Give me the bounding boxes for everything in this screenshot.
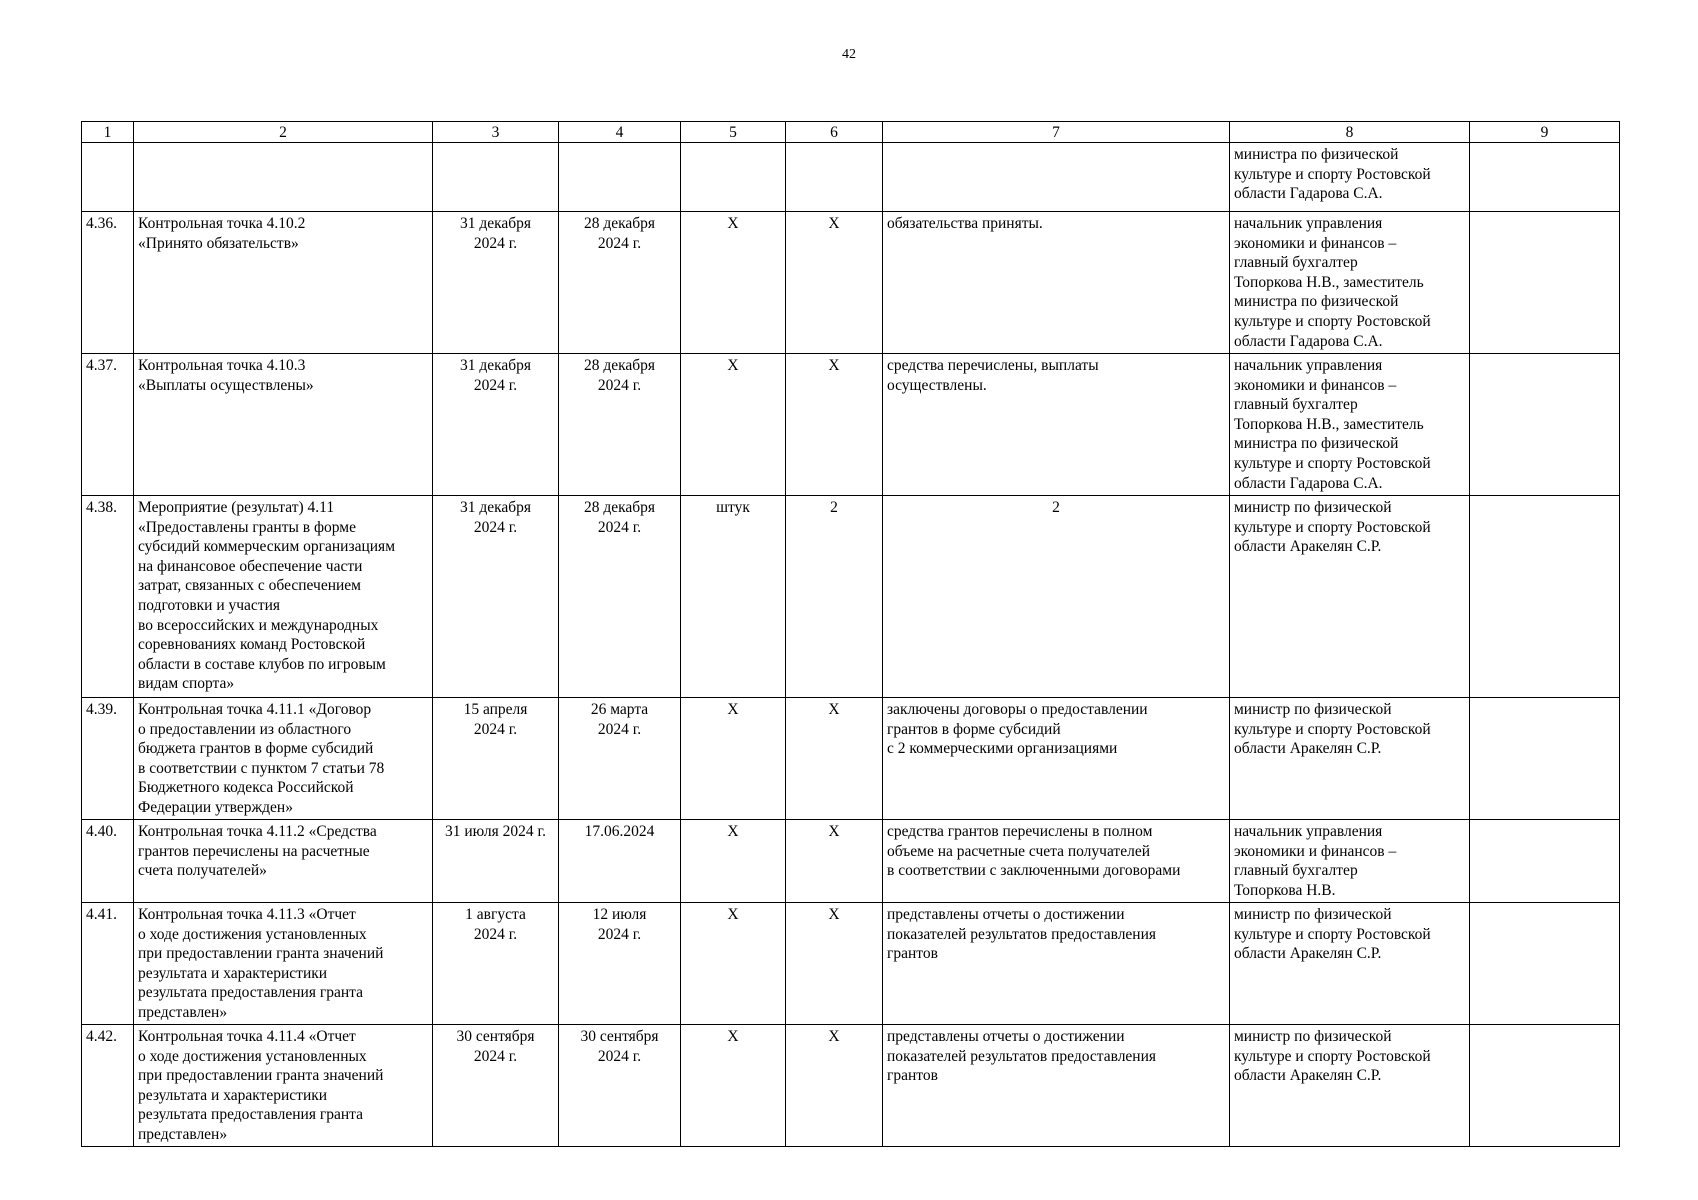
table-row [82, 1025, 1620, 1147]
result-info-cell: обязательства приняты. [883, 212, 1230, 354]
column-header-1: 1 [82, 122, 134, 143]
planned-date-cell: 31 декабря 2024 г. [433, 354, 559, 496]
column-header-3: 3 [433, 122, 559, 143]
unit-cell: X [681, 354, 786, 496]
notes-cell [1470, 903, 1620, 1025]
actual-date-cell: 28 декабря 2024 г. [559, 496, 681, 698]
responsible-person-cell: начальник управления экономики и финансов – главный бухгалтер Топоркова Н.В., заместитель министра по физической культуре и спорту Ростовской области Гадарова С.А. [1230, 354, 1470, 496]
notes-cell [1470, 698, 1620, 820]
column-header-5: 5 [681, 122, 786, 143]
unit-cell: X [681, 820, 786, 903]
result-info-cell [883, 143, 1230, 212]
planned-date-cell: 31 июля 2024 г. [433, 820, 559, 903]
column-header-4: 4 [559, 122, 681, 143]
table-row [82, 903, 1620, 1025]
result-info-cell: заключены договоры о предоставлении грантов в форме субсидий с 2 коммерческими организациями [883, 698, 1230, 820]
responsible-person-cell: начальник управления экономики и финансов – главный бухгалтер Топоркова Н.В., заместитель министра по физической культуре и спорту Ростовской области Гадарова С.А. [1230, 212, 1470, 354]
unit-cell: X [681, 903, 786, 1025]
row-number-cell: 4.40. [82, 820, 134, 903]
responsible-person-cell: министр по физической культуре и спорту Ростовской области Аракелян С.Р. [1230, 903, 1470, 1025]
actual-date-cell: 28 декабря 2024 г. [559, 354, 681, 496]
column-header-7: 7 [883, 122, 1230, 143]
notes-cell [1470, 1025, 1620, 1147]
notes-cell [1470, 354, 1620, 496]
table-row [82, 212, 1620, 354]
event-name-cell: Мероприятие (результат) 4.11 «Предоставлены гранты в форме субсидий коммерческим организациям на финансовое обеспечение части затрат, связанных с обеспечением подготовки и участия во всероссийских и международных соревнованиях команд Ростовской области в составе клубов по игровым видам спорта» [134, 496, 433, 698]
column-header-8: 8 [1230, 122, 1470, 143]
row-number-cell: 4.36. [82, 212, 134, 354]
table-row [82, 354, 1620, 496]
planned-date-cell: 31 декабря 2024 г. [433, 496, 559, 698]
result-info-cell: средства перечислены, выплаты осуществлены. [883, 354, 1230, 496]
page-number: 42 [842, 47, 856, 62]
actual-date-cell: 26 марта 2024 г. [559, 698, 681, 820]
notes-cell [1470, 496, 1620, 698]
actual-date-cell: 17.06.2024 [559, 820, 681, 903]
event-name-cell: Контрольная точка 4.10.2 «Принято обязательств» [134, 212, 433, 354]
result-info-cell: 2 [883, 496, 1230, 698]
event-name-cell: Контрольная точка 4.10.3 «Выплаты осуществлены» [134, 354, 433, 496]
actual-date-cell: 12 июля 2024 г. [559, 903, 681, 1025]
column-header-2: 2 [134, 122, 433, 143]
row-number-cell [82, 143, 134, 212]
table-row [82, 143, 1620, 212]
actual-date-cell: 28 декабря 2024 г. [559, 212, 681, 354]
value-cell: X [786, 698, 883, 820]
planned-date-cell: 30 сентября 2024 г. [433, 1025, 559, 1147]
column-header-6: 6 [786, 122, 883, 143]
value-cell: 2 [786, 496, 883, 698]
event-name-cell: Контрольная точка 4.11.2 «Средства грантов перечислены на расчетные счета получателей» [134, 820, 433, 903]
actual-date-cell: 30 сентября 2024 г. [559, 1025, 681, 1147]
table-row [82, 496, 1620, 698]
responsible-person-cell: министра по физической культуре и спорту Ростовской области Гадарова С.А. [1230, 143, 1470, 212]
result-info-cell: представлены отчеты о достижении показателей результатов предоставления грантов [883, 903, 1230, 1025]
notes-cell [1470, 212, 1620, 354]
table-row [82, 820, 1620, 903]
unit-cell: X [681, 212, 786, 354]
value-cell: X [786, 1025, 883, 1147]
result-info-cell: представлены отчеты о достижении показателей результатов предоставления грантов [883, 1025, 1230, 1147]
value-cell [786, 143, 883, 212]
responsible-person-cell: министр по физической культуре и спорту Ростовской области Аракелян С.Р. [1230, 1025, 1470, 1147]
actual-date-cell [559, 143, 681, 212]
header-row [82, 122, 1620, 143]
row-number-cell: 4.39. [82, 698, 134, 820]
notes-cell [1470, 820, 1620, 903]
value-cell: X [786, 820, 883, 903]
responsible-person-cell: начальник управления экономики и финансов – главный бухгалтер Топоркова Н.В. [1230, 820, 1470, 903]
row-number-cell: 4.41. [82, 903, 134, 1025]
column-header-9: 9 [1470, 122, 1620, 143]
unit-cell: X [681, 698, 786, 820]
planned-date-cell: 15 апреля 2024 г. [433, 698, 559, 820]
planned-date-cell [433, 143, 559, 212]
report-table [81, 121, 1620, 1147]
table-body [82, 143, 1620, 1147]
table-row [82, 698, 1620, 820]
value-cell: X [786, 354, 883, 496]
unit-cell: X [681, 1025, 786, 1147]
event-name-cell: Контрольная точка 4.11.1 «Договор о предоставлении из областного бюджета грантов в форме субсидий в соответствии с пунктом 7 статьи 78 Бюджетного кодекса Российской Федерации утвержден» [134, 698, 433, 820]
responsible-person-cell: министр по физической культуре и спорту Ростовской области Аракелян С.Р. [1230, 698, 1470, 820]
row-number-cell: 4.38. [82, 496, 134, 698]
value-cell: X [786, 212, 883, 354]
unit-cell: штук [681, 496, 786, 698]
row-number-cell: 4.37. [82, 354, 134, 496]
notes-cell [1470, 143, 1620, 212]
event-name-cell [134, 143, 433, 212]
row-number-cell: 4.42. [82, 1025, 134, 1147]
responsible-person-cell: министр по физической культуре и спорту Ростовской области Аракелян С.Р. [1230, 496, 1470, 698]
planned-date-cell: 31 декабря 2024 г. [433, 212, 559, 354]
value-cell: X [786, 903, 883, 1025]
unit-cell [681, 143, 786, 212]
event-name-cell: Контрольная точка 4.11.3 «Отчет о ходе достижения установленных при предоставлении гранта значений результата и характеристики результата предоставления гранта представлен» [134, 903, 433, 1025]
result-info-cell: средства грантов перечислены в полном объеме на расчетные счета получателей в соответствии с заключенными договорами [883, 820, 1230, 903]
planned-date-cell: 1 августа 2024 г. [433, 903, 559, 1025]
event-name-cell: Контрольная точка 4.11.4 «Отчет о ходе достижения установленных при предоставлении гранта значений результата и характеристики результата предоставления гранта представлен» [134, 1025, 433, 1147]
